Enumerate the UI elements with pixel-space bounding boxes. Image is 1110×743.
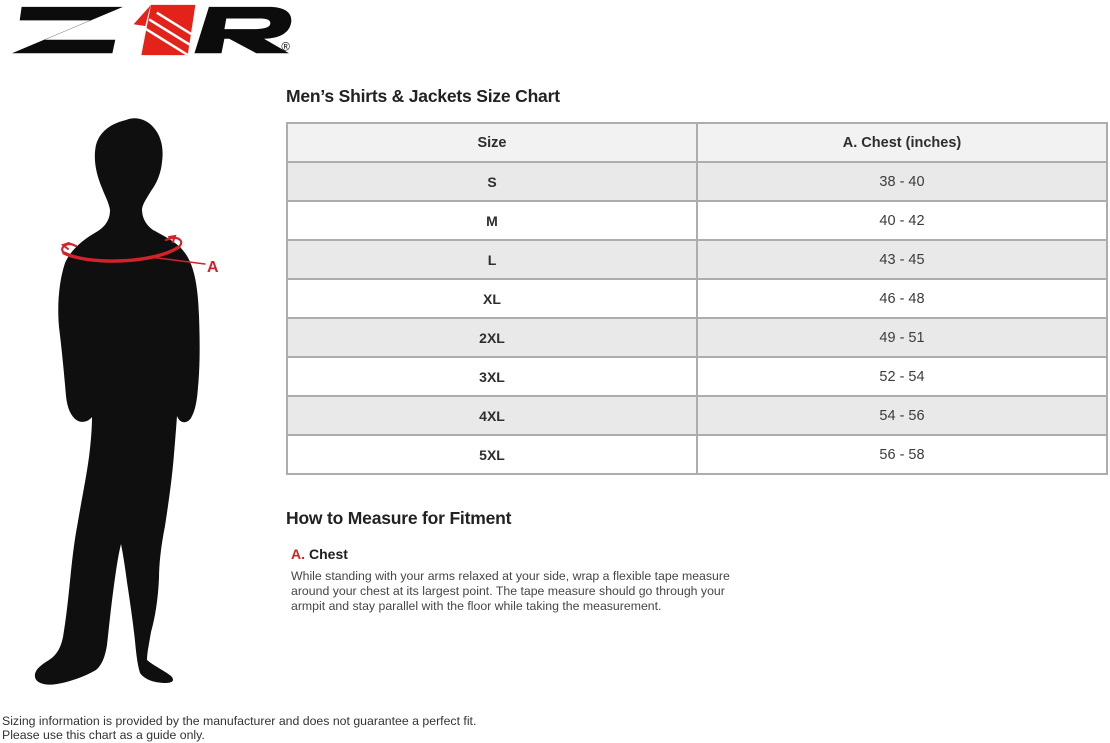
table-row xyxy=(287,357,1107,396)
main-content xyxy=(286,86,1108,615)
measure-item-chest xyxy=(291,546,1108,615)
measure-key: A. xyxy=(291,546,305,562)
measurement-figure xyxy=(8,110,258,685)
male-silhouette-icon xyxy=(8,110,258,685)
measure-description-line: armpit and stay parallel with the floor while taking the measurement. xyxy=(291,599,662,614)
chest-cell: 49 - 51 xyxy=(697,318,1107,357)
chest-cell: 38 - 40 xyxy=(697,162,1107,201)
brand-logo xyxy=(5,3,297,64)
chest-cell: 46 - 48 xyxy=(697,279,1107,318)
how-to-measure-heading: How to Measure for Fitment xyxy=(286,508,512,528)
table-row xyxy=(287,279,1107,318)
table-row xyxy=(287,162,1107,201)
chest-cell: 52 - 54 xyxy=(697,357,1107,396)
chest-cell: 54 - 56 xyxy=(697,396,1107,435)
table-header-row xyxy=(287,123,1107,162)
measure-description xyxy=(291,569,1108,615)
size-chart-body xyxy=(287,162,1107,474)
registered-mark: ® xyxy=(281,41,290,54)
table-row xyxy=(287,201,1107,240)
measure-description-line: around your chest at its largest point. The tape measure should go through your xyxy=(291,584,725,599)
table-row xyxy=(287,396,1107,435)
size-cell: XL xyxy=(287,279,697,318)
measure-label-a: A xyxy=(207,259,219,276)
column-header-chest: A. Chest (inches) xyxy=(697,123,1107,162)
disclaimer-line-1: Sizing information is provided by the manufacturer and does not guarantee a perfect fit. xyxy=(2,714,477,728)
size-cell: 5XL xyxy=(287,435,697,474)
table-row xyxy=(287,435,1107,474)
table-row xyxy=(287,318,1107,357)
disclaimer-footer xyxy=(2,714,476,743)
measure-description-line: While standing with your arms relaxed at your side, wrap a flexible tape measure xyxy=(291,569,730,583)
size-chart-table xyxy=(286,122,1108,475)
size-cell: L xyxy=(287,240,697,279)
chest-cell: 56 - 58 xyxy=(697,435,1107,474)
page-title: Men’s Shirts & Jackets Size Chart xyxy=(286,86,560,106)
z1r-logo-icon xyxy=(5,3,297,59)
size-cell: M xyxy=(287,201,697,240)
size-cell: 4XL xyxy=(287,396,697,435)
size-cell: 3XL xyxy=(287,357,697,396)
column-header-size: Size xyxy=(287,123,697,162)
chest-cell: 43 - 45 xyxy=(697,240,1107,279)
size-cell: S xyxy=(287,162,697,201)
table-row xyxy=(287,240,1107,279)
disclaimer-line-2: Please use this chart as a guide only. xyxy=(2,728,205,743)
size-cell: 2XL xyxy=(287,318,697,357)
measure-label: Chest xyxy=(309,546,348,562)
chest-cell: 40 - 42 xyxy=(697,201,1107,240)
